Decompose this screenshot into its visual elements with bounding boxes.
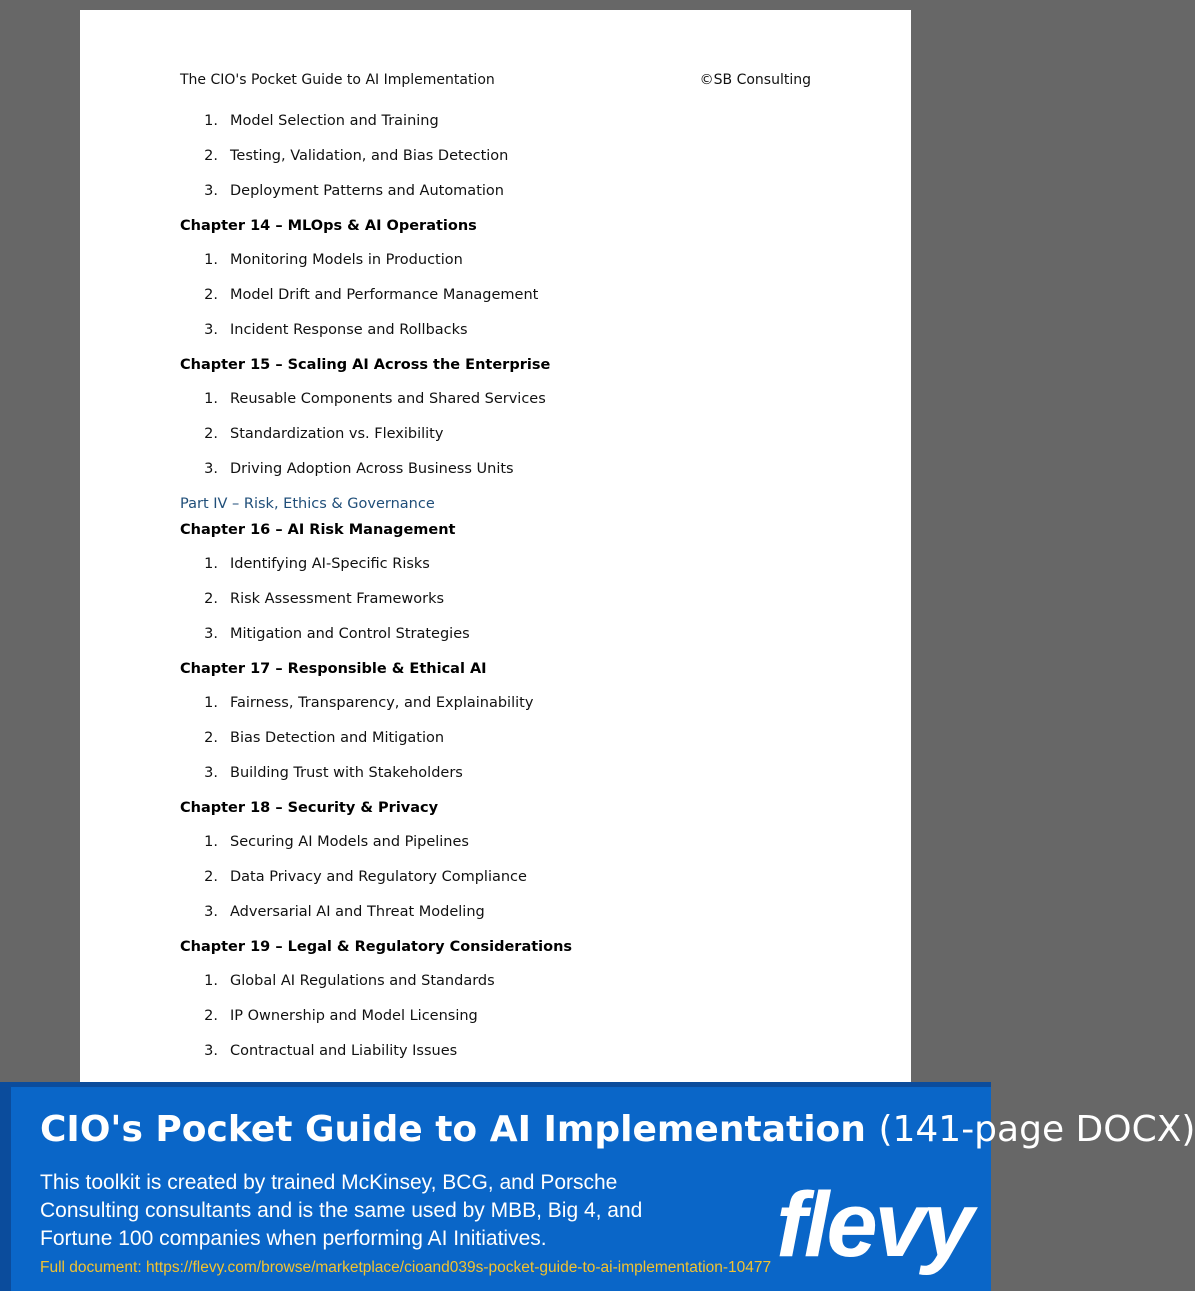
list-number: 3. (204, 322, 218, 338)
list-item-label: Building Trust with Stakeholders (230, 765, 463, 781)
toc-list-item (180, 763, 820, 798)
toc-list-item (180, 1041, 820, 1076)
banner-title (40, 1109, 1195, 1150)
chapter-heading: Chapter 18 – Security & Privacy (180, 800, 439, 816)
toc-list-item (180, 1006, 820, 1041)
part-heading: Part IV – Risk, Ethics & Governance (180, 496, 435, 512)
list-number: 2. (204, 426, 218, 442)
toc-list-item (180, 111, 820, 146)
list-number: 2. (204, 287, 218, 303)
list-item-label: Fairness, Transparency, and Explainability (230, 695, 534, 711)
list-item-label: Adversarial AI and Threat Modeling (230, 904, 485, 920)
toc-list-item (180, 902, 820, 937)
header-title: The CIO's Pocket Guide to AI Implementation (180, 72, 495, 88)
list-item-label: Bias Detection and Mitigation (230, 730, 445, 746)
table-of-contents (180, 111, 820, 1076)
list-number: 1. (204, 834, 218, 850)
list-item-label: Monitoring Models in Production (230, 252, 463, 268)
list-item-label: Standardization vs. Flexibility (230, 426, 444, 442)
toc-list-item (180, 589, 820, 624)
page-header (180, 72, 811, 88)
chapter-heading: Chapter 15 – Scaling AI Across the Enterprise (180, 357, 551, 373)
list-item-label: Reusable Components and Shared Services (230, 391, 546, 407)
toc-list-item (180, 971, 820, 1006)
header-copyright: ©SB Consulting (699, 72, 811, 88)
toc-list-item (180, 459, 820, 494)
toc-list-item (180, 728, 820, 763)
toc-list-item (180, 554, 820, 589)
list-number: 2. (204, 730, 218, 746)
list-item-label: Model Drift and Performance Management (230, 287, 539, 303)
list-item-label: Incident Response and Rollbacks (230, 322, 468, 338)
promo-banner (0, 1082, 1195, 1291)
list-item-label: Model Selection and Training (230, 113, 439, 129)
list-number: 3. (204, 626, 218, 642)
list-item-label: Deployment Patterns and Automation (230, 183, 504, 199)
list-number: 1. (204, 556, 218, 572)
list-number: 1. (204, 973, 218, 989)
chapter-heading: Chapter 14 – MLOps & AI Operations (180, 218, 477, 234)
list-item-label: Driving Adoption Across Business Units (230, 461, 514, 477)
list-number: 3. (204, 765, 218, 781)
list-item-label: IP Ownership and Model Licensing (230, 1008, 478, 1024)
toc-list-item (180, 624, 820, 659)
toc-list-item (180, 250, 820, 285)
list-number: 3. (204, 904, 218, 920)
list-number: 1. (204, 695, 218, 711)
list-number: 3. (204, 1043, 218, 1059)
toc-list-item (180, 181, 820, 216)
list-number: 1. (204, 252, 218, 268)
list-number: 2. (204, 869, 218, 885)
flevy-logo: flevy (776, 1174, 971, 1276)
list-item-label: Data Privacy and Regulatory Compliance (230, 869, 527, 885)
promo-banner-panel (11, 1087, 1195, 1291)
toc-list-item (180, 693, 820, 728)
list-item-label: Identifying AI-Specific Risks (230, 556, 430, 572)
banner-document-link[interactable]: Full document: https://flevy.com/browse/marketplace/cioand039s-pocket-guide-to-ai-implementation-10477 (40, 1259, 772, 1276)
list-item-label: Testing, Validation, and Bias Detection (230, 148, 509, 164)
chapter-heading: Chapter 16 – AI Risk Management (180, 522, 456, 538)
toc-list-item (180, 867, 820, 902)
list-number: 3. (204, 461, 218, 477)
banner-description: This toolkit is created by trained McKinsey, BCG, and Porsche Consulting consultants and is the same used by MBB, Big 4, and Fortune 100 companies when performing AI Initiatives. (40, 1171, 643, 1250)
document-page (80, 10, 911, 1110)
list-item-label: Securing AI Models and Pipelines (230, 834, 469, 850)
list-item-label: Contractual and Liability Issues (230, 1043, 458, 1059)
list-number: 1. (204, 391, 218, 407)
toc-list-item (180, 285, 820, 320)
banner-title-main: CIO's Pocket Guide to AI Implementation (40, 1109, 866, 1150)
toc-list-item (180, 389, 820, 424)
list-item-label: Mitigation and Control Strategies (230, 626, 470, 642)
toc-list-item (180, 832, 820, 867)
list-number: 2. (204, 591, 218, 607)
toc-list-item (180, 320, 820, 355)
list-number: 3. (204, 183, 218, 199)
list-number: 2. (204, 148, 218, 164)
toc-list-item (180, 424, 820, 459)
chapter-heading: Chapter 17 – Responsible & Ethical AI (180, 661, 487, 677)
chapter-heading: Chapter 19 – Legal & Regulatory Considerations (180, 939, 573, 955)
toc-list-item (180, 146, 820, 181)
list-item-label: Risk Assessment Frameworks (230, 591, 445, 607)
list-number: 2. (204, 1008, 218, 1024)
list-number: 1. (204, 113, 218, 129)
list-item-label: Global AI Regulations and Standards (230, 973, 495, 989)
banner-title-suffix: (141-page DOCX) (878, 1109, 1195, 1150)
